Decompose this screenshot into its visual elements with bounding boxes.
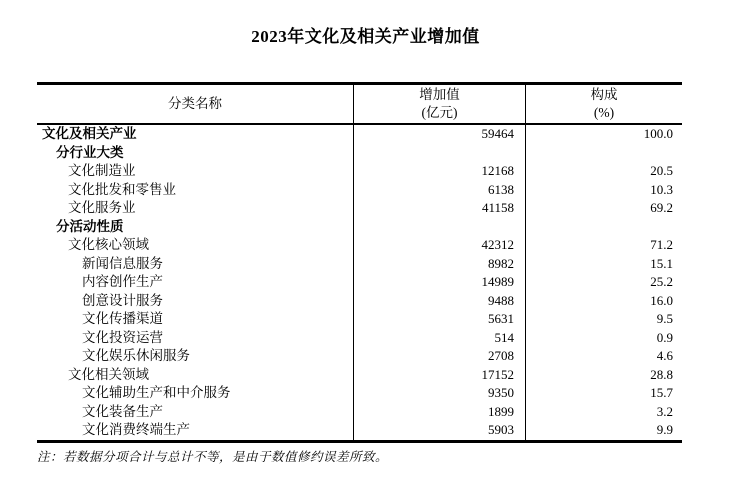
row-value: 5631 [353,310,525,329]
table-row [37,199,682,218]
row-category: 文化娱乐休闲服务 [82,348,190,363]
table-row [37,236,682,255]
table-row [37,218,682,237]
row-category: 文化投资运营 [82,329,163,345]
row-value: 9488 [353,292,525,311]
table-row [37,347,682,366]
row-category: 创意设计服务 [82,292,163,308]
table-row [37,255,682,274]
row-share: 20.5 [525,162,682,181]
row-value: 8982 [353,255,525,274]
row-share: 71.2 [525,236,682,255]
row-value: 2708 [353,347,525,366]
row-category: 文化批发和零售业 [68,181,176,197]
table-row [37,144,682,163]
row-value: 17152 [353,366,525,385]
row-value: 12168 [353,162,525,181]
table-row [37,125,682,144]
header-value-label: 增加值 [419,87,460,102]
row-category: 文化消费终端生产 [82,422,190,437]
footnote: 注：若数据分项合计与总计不等，是由于数值修约误差所致。 [37,450,389,464]
row-share: 15.1 [525,255,682,274]
row-category: 新闻信息服务 [82,255,163,271]
header-cell-value [353,85,525,123]
table-header [37,85,682,125]
header-cell-category [37,85,353,123]
row-category: 文化服务业 [68,200,136,215]
row-share: 100.0 [525,125,682,144]
row-share [525,218,682,237]
row-value: 6138 [353,181,525,200]
table-row [37,366,682,385]
table-row [37,310,682,329]
table-row [37,273,682,292]
row-category: 文化装备生产 [82,403,163,419]
table-row [37,384,682,403]
table-row [37,292,682,311]
row-category: 文化相关领域 [68,366,149,382]
row-category: 文化核心领域 [68,237,149,252]
row-value: 514 [353,329,525,348]
row-category: 文化辅助生产和中介服务 [82,385,231,400]
row-category: 分活动性质 [56,218,124,234]
row-value: 41158 [353,199,525,218]
row-value: 5903 [353,421,525,440]
table-row [37,162,682,181]
row-category: 文化传播渠道 [82,311,163,326]
row-value [353,218,525,237]
row-category: 文化制造业 [68,163,136,178]
row-value: 1899 [353,403,525,422]
row-value: 59464 [353,125,525,144]
header-cell-share [525,85,682,123]
row-share: 28.8 [525,366,682,385]
row-value: 9350 [353,384,525,403]
table-body [37,125,682,440]
row-category: 分行业大类 [56,144,124,160]
table-row [37,421,682,440]
header-value-unit: (亿元) [421,105,458,120]
row-share: 0.9 [525,329,682,348]
row-share: 4.6 [525,347,682,366]
header-category-label: 分类名称 [168,96,222,111]
row-value [353,144,525,163]
table-row [37,403,682,422]
stats-table [37,82,682,443]
row-share: 9.9 [525,421,682,440]
page-title: 2023年文化及相关产业增加值 [251,27,480,46]
row-value: 42312 [353,236,525,255]
header-share-unit: (%) [593,105,615,120]
row-category: 内容创作生产 [82,274,163,289]
table-row [37,181,682,200]
row-share: 69.2 [525,199,682,218]
row-share: 10.3 [525,181,682,200]
header-share-label: 构成 [590,87,618,102]
row-share: 3.2 [525,403,682,422]
row-share: 16.0 [525,292,682,311]
row-share: 25.2 [525,273,682,292]
row-category: 文化及相关产业 [42,126,137,141]
row-share [525,144,682,163]
row-value: 14989 [353,273,525,292]
row-share: 15.7 [525,384,682,403]
row-share: 9.5 [525,310,682,329]
table-row [37,329,682,348]
